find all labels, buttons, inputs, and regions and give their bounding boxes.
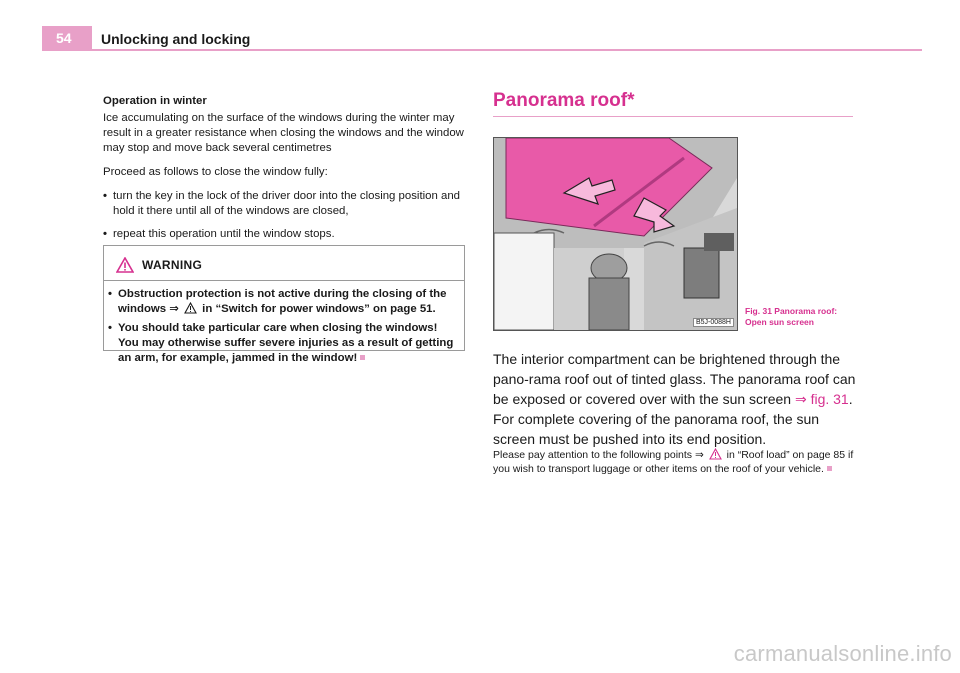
warning-item-1b: in “Switch for power windows” on page 51.	[202, 303, 436, 315]
watermark: carmanualsonline.info	[733, 641, 952, 666]
header-rule	[42, 49, 922, 51]
panorama-roof-illustration	[494, 138, 737, 330]
warning-body	[104, 281, 464, 366]
list-item	[103, 227, 466, 242]
bullet-icon: •	[108, 322, 112, 334]
paragraph-roof-load-a: Please pay attention to the following points ⇒	[493, 449, 704, 461]
warning-title: WARNING	[142, 257, 203, 272]
list-item-text: repeat this operation until the window stops.	[113, 228, 335, 240]
bullet-icon: •	[103, 190, 107, 202]
warning-triangle-icon	[184, 302, 197, 314]
list-item	[103, 189, 466, 219]
bullet-icon: •	[108, 288, 112, 300]
warning-triangle-icon	[709, 448, 722, 460]
left-column	[103, 94, 466, 250]
warning-item-1a: Obstruction protection is not active during the closing of the windows	[118, 288, 447, 315]
warning-box	[103, 245, 465, 364]
figure-reference-link[interactable]: ⇒ fig. 31	[794, 391, 849, 407]
chapter-title: Unlocking and locking	[101, 31, 251, 47]
paragraph-panorama	[493, 349, 858, 449]
section-rule	[493, 116, 853, 117]
paragraph-panorama-b: . For complete covering of the panorama roof, the sun screen must be pushed into its end position.	[493, 391, 853, 447]
section-title: Panorama roof*	[493, 90, 635, 111]
arrow-ref: ⇒	[169, 303, 179, 315]
figure-panorama-roof	[493, 137, 738, 331]
paragraph-proceed: Proceed as follows to close the window fully:	[103, 166, 328, 178]
list-item	[108, 321, 458, 366]
end-marker-icon	[360, 355, 365, 360]
bullet-icon: •	[103, 228, 107, 240]
warning-item-text	[118, 321, 458, 366]
figure-caption: Fig. 31 Panorama roof: Open sun screen	[745, 306, 838, 327]
paragraph-ice: Ice accumulating on the surface of the windows during the winter may result in a greater resistance when closing the windows and the window may stop and move back several centimetres	[103, 112, 464, 154]
warning-triangle-icon	[116, 257, 134, 273]
paragraph-roof-load	[493, 448, 858, 476]
page-number: 54	[56, 30, 72, 46]
warning-header	[104, 246, 464, 276]
list-item	[108, 287, 458, 317]
end-marker-icon	[827, 466, 832, 471]
list-item-text: turn the key in the lock of the driver door into the closing position and hold it there until all of the windows are closed,	[113, 190, 460, 217]
paragraph-panorama-a: The interior compartment can be brightened through the pano-rama roof out of tinted glass. The panorama roof can be exposed or covered over with the sun screen	[493, 351, 856, 407]
warning-item-2: You should take particular care when closing the windows! You may otherwise suffer severe injuries as a result of getting an arm, for example, jammed in the window!	[118, 322, 454, 364]
warning-item-text	[118, 287, 458, 317]
figure-code: B5J-0088H	[693, 318, 734, 327]
subheading-winter: Operation in winter	[103, 95, 207, 107]
paragraph-roof-load-b: in “Roof load” on page 85 if you wish to transport luggage or other items on the roof of your vehicle.	[493, 449, 854, 475]
